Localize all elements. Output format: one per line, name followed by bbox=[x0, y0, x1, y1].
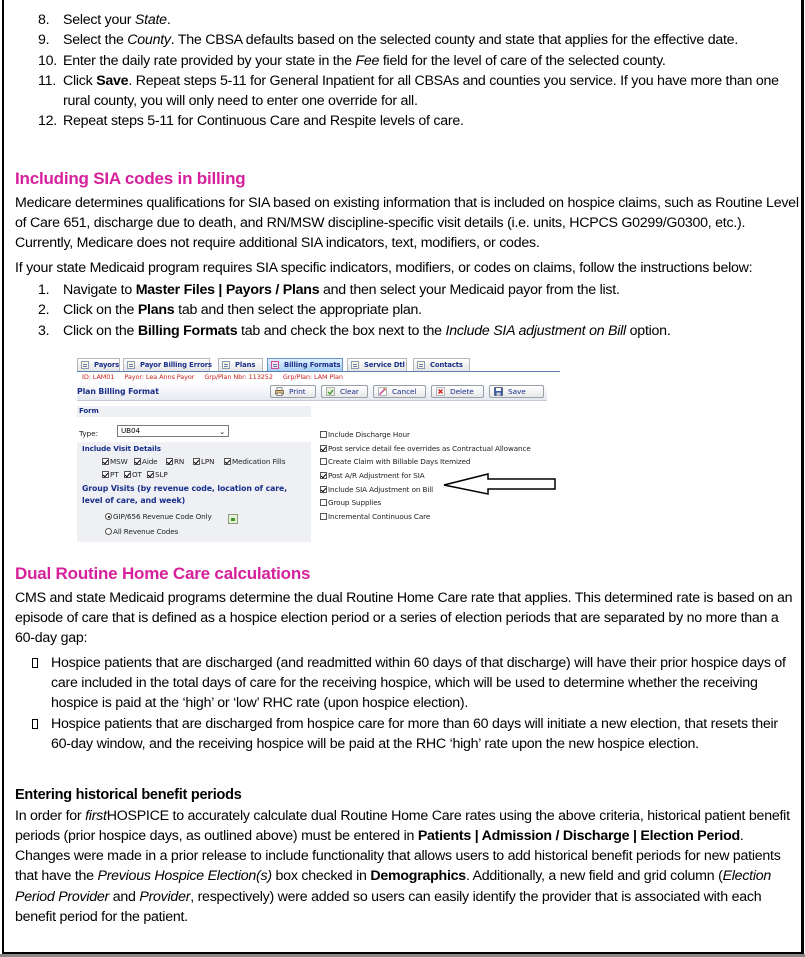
cancel-icon bbox=[378, 387, 387, 396]
step-item bbox=[15, 300, 805, 320]
checkbox-ot[interactable]: OT bbox=[124, 470, 142, 479]
radio-unselected-icon bbox=[105, 528, 112, 535]
rhc-paragraph: CMS and state Medicaid programs determine the dual Routine Home Care rate that applies. This determined rate is based on an episode of care that is defined as a hospice election period or a series of election periods that are separated by no more than a 60-day gap: bbox=[15, 589, 793, 647]
checkbox-checked-icon bbox=[124, 471, 131, 478]
step-item bbox=[15, 30, 795, 50]
step-item bbox=[15, 10, 795, 30]
step-text: Navigate to Master Files | Payors / Plans and then select your Medicaid payor from the list. bbox=[63, 281, 620, 298]
step-text: Click Save. Repeat steps 5-11 for General Inpatient for all CBSAs and counties you service. If you have more than one rural county, you will only need to enter one override for all. bbox=[63, 72, 779, 110]
tab-billing-formats[interactable]: Billing Formats bbox=[267, 358, 343, 371]
document-icon bbox=[417, 361, 425, 369]
printer-icon bbox=[275, 387, 284, 396]
bullet-box-icon bbox=[32, 719, 38, 729]
tab-bar bbox=[77, 358, 560, 372]
bullet-item bbox=[15, 714, 795, 755]
step-item bbox=[15, 51, 795, 71]
checkbox-checked-icon bbox=[134, 458, 141, 465]
step-text: Enter the daily rate provided by your state in the Fee field for the level of care of the selected county. bbox=[63, 52, 666, 69]
checkbox-checked-icon bbox=[320, 445, 327, 452]
chevron-down-icon: ⌄ bbox=[219, 428, 225, 436]
option-post-service-detail-fee-overrides[interactable]: Post service detail fee overrides as Contractual Allowance bbox=[320, 444, 531, 453]
step-number: 3. bbox=[38, 322, 50, 339]
delete-icon bbox=[436, 387, 445, 396]
step-number: 9. bbox=[38, 32, 50, 49]
checkbox-checked-icon bbox=[320, 472, 327, 479]
floppy-disk-icon bbox=[494, 387, 503, 396]
checkbox-unchecked-icon bbox=[320, 499, 327, 506]
checkbox-checked-icon bbox=[224, 458, 231, 465]
step-text: Select the County. The CBSA defaults based on the selected county and state that applies for the effective date. bbox=[63, 32, 739, 49]
radio-all-revenue-codes[interactable]: All Revenue Codes bbox=[105, 527, 178, 536]
left-arrow-icon bbox=[442, 472, 558, 496]
record-id: ID: LAM01 bbox=[82, 373, 115, 381]
type-select[interactable] bbox=[117, 425, 229, 437]
sia-paragraph-2: If your state Medicaid program requires SIA specific indicators, modifiers, or codes on claims, follow the instructions below: bbox=[15, 259, 753, 276]
historical-paragraph: In order for firstHOSPICE to accurately calculate dual Routine Home Care rates using the above criteria, historical patient benefit periods (prior hospice days, as outlined above) must be entered in Patients | Admission / Discharge | Election Period. Changes were made in a prior release to include functionality that allows users to add historical benefit periods for new patients that have the Previous Hospice Election(s) box checked in Demographics. Additionally, a new field and grid column (Election Period Provider and Provider, respectively) were added so users can easily identify the provider that is associated with each benefit period for the patient. bbox=[15, 807, 790, 926]
document-icon bbox=[127, 361, 135, 369]
checkbox-lpn[interactable]: LPN bbox=[193, 457, 214, 466]
step-item bbox=[15, 111, 795, 131]
group-plan-name: Grp/Plan: LAM Plan bbox=[282, 373, 343, 381]
radio-selected-icon bbox=[105, 513, 112, 520]
checkbox-unchecked-icon bbox=[320, 458, 327, 465]
bullet-box-icon bbox=[32, 658, 38, 668]
delete-button[interactable]: Delete bbox=[431, 385, 484, 398]
step-text: Repeat steps 5-11 for Continuous Care and Respite levels of care. bbox=[63, 113, 464, 130]
option-create-claim-billable-days[interactable]: Create Claim with Billable Days Itemized bbox=[320, 457, 470, 466]
document-icon bbox=[351, 361, 359, 369]
panel-title: Plan Billing Format bbox=[77, 387, 159, 396]
option-include-sia-adjustment-on-bill[interactable]: Include SIA Adjustment on Bill bbox=[320, 485, 433, 494]
option-post-ar-adjustment-sia[interactable]: Post A/R Adjustment for SIA bbox=[320, 471, 425, 480]
info-icon[interactable] bbox=[228, 514, 238, 524]
checkbox-unchecked-icon bbox=[320, 513, 327, 520]
clear-button[interactable]: Clear bbox=[321, 385, 368, 398]
type-select-value: UB04 bbox=[121, 426, 140, 435]
checkbox-checked-icon bbox=[166, 458, 173, 465]
step-number: 1. bbox=[38, 281, 50, 298]
checkbox-checked-icon bbox=[320, 486, 327, 493]
bullet-text: Hospice patients that are discharged from hospice care for more than 60 days will initiate a new election, that resets their 60-day window, and the receiving hospice will be paid at the RHC ‘high’ rate upon the new hospice election. bbox=[51, 715, 778, 752]
checkbox-rn[interactable]: RN bbox=[166, 457, 184, 466]
payor-name: Payor: Lea Anns Payor bbox=[124, 373, 195, 381]
steps-list-top bbox=[15, 10, 795, 132]
panel-titlebar bbox=[77, 383, 547, 401]
step-number: 10. bbox=[38, 52, 57, 69]
tab-plans[interactable]: Plans bbox=[218, 358, 263, 371]
checkbox-aide[interactable]: Aide bbox=[134, 457, 158, 466]
step-text: Click on the Plans tab and then select the appropriate plan. bbox=[63, 302, 422, 319]
option-incremental-continuous-care[interactable]: Incremental Continuous Care bbox=[320, 512, 430, 521]
bullet-item bbox=[15, 653, 795, 714]
group-plan-number: Grp/Plan Nbr: 113252 bbox=[204, 373, 273, 381]
step-number: 11. bbox=[38, 72, 56, 89]
group-visits-label: Group Visits (by revenue code, location of care, level of care, and week) bbox=[82, 484, 288, 505]
save-button[interactable]: Save bbox=[489, 385, 544, 398]
sia-heading: Including SIA codes in billing bbox=[15, 168, 246, 188]
print-button[interactable]: Print bbox=[270, 385, 316, 398]
step-text: Click on the Billing Formats tab and check the box next to the Include SIA adjustment on Bill option. bbox=[63, 322, 671, 339]
record-id-line bbox=[82, 373, 353, 381]
checkbox-slp[interactable]: SLP bbox=[147, 470, 168, 479]
form-section-label: Form bbox=[77, 406, 311, 417]
rhc-heading: Dual Routine Home Care calculations bbox=[15, 563, 311, 583]
checkbox-medication-fills[interactable]: Medication Fills bbox=[224, 457, 285, 466]
checkbox-msw[interactable]: MSW bbox=[102, 457, 128, 466]
historical-heading: Entering historical benefit periods bbox=[15, 787, 242, 804]
option-include-discharge-hour[interactable]: Include Discharge Hour bbox=[320, 430, 410, 439]
billing-format-screenshot bbox=[77, 358, 560, 543]
checkbox-checked-icon bbox=[193, 458, 200, 465]
step-number: 2. bbox=[38, 302, 50, 319]
tab-contacts[interactable]: Contacts bbox=[413, 358, 470, 371]
tab-payor-billing-errors[interactable]: Payor Billing Errors bbox=[123, 358, 210, 371]
tab-payors[interactable]: Payors bbox=[77, 358, 120, 371]
visit-details-panel bbox=[77, 442, 311, 542]
step-item bbox=[15, 280, 805, 300]
step-number: 8. bbox=[38, 12, 50, 28]
checkbox-checked-icon bbox=[102, 471, 109, 478]
cancel-button[interactable]: Cancel bbox=[373, 385, 426, 398]
clear-icon bbox=[326, 387, 335, 396]
option-group-supplies[interactable]: Group Supplies bbox=[320, 498, 381, 507]
rhc-bullets bbox=[15, 653, 795, 754]
radio-gip-656[interactable]: GIP/656 Revenue Code Only bbox=[105, 512, 212, 521]
type-label: Type: bbox=[79, 429, 98, 438]
checkbox-checked-icon bbox=[147, 471, 154, 478]
sia-steps-list bbox=[15, 280, 805, 341]
step-number: 12. bbox=[38, 113, 57, 130]
document-icon bbox=[81, 361, 89, 369]
checkbox-unchecked-icon bbox=[320, 431, 327, 438]
bullet-text: Hospice patients that are discharged (and readmitted within 60 days of that discharge) will have their prior hospice days of care included in the total days of care for the receiving hospice, which will be used to determine whether the receiving hospice is paid at the ‘high’ or ‘low’ RHC rate (upon hospice election). bbox=[51, 654, 786, 712]
document-icon bbox=[222, 361, 230, 369]
checkbox-pt[interactable]: PT bbox=[102, 470, 119, 479]
sia-paragraph-1: Medicare determines qualifications for SIA based on existing information that is included on hospice claims, such as Routine Level of Care 651, discharge due to death, and RN/MSW discipline-specific visit details (i.e. units, HCPCS G0299/G0300, etc.). Currently, Medicare does not require additional SIA indicators, text, modifiers, or codes. bbox=[15, 194, 799, 252]
visit-details-label: Include Visit Details bbox=[82, 444, 161, 453]
step-item bbox=[15, 71, 795, 112]
checkbox-checked-icon bbox=[102, 458, 109, 465]
document-icon bbox=[271, 361, 279, 369]
tab-service-dtl[interactable]: Service Dtl bbox=[347, 358, 407, 371]
step-text: Select your State. bbox=[63, 12, 171, 28]
step-item bbox=[15, 321, 805, 341]
